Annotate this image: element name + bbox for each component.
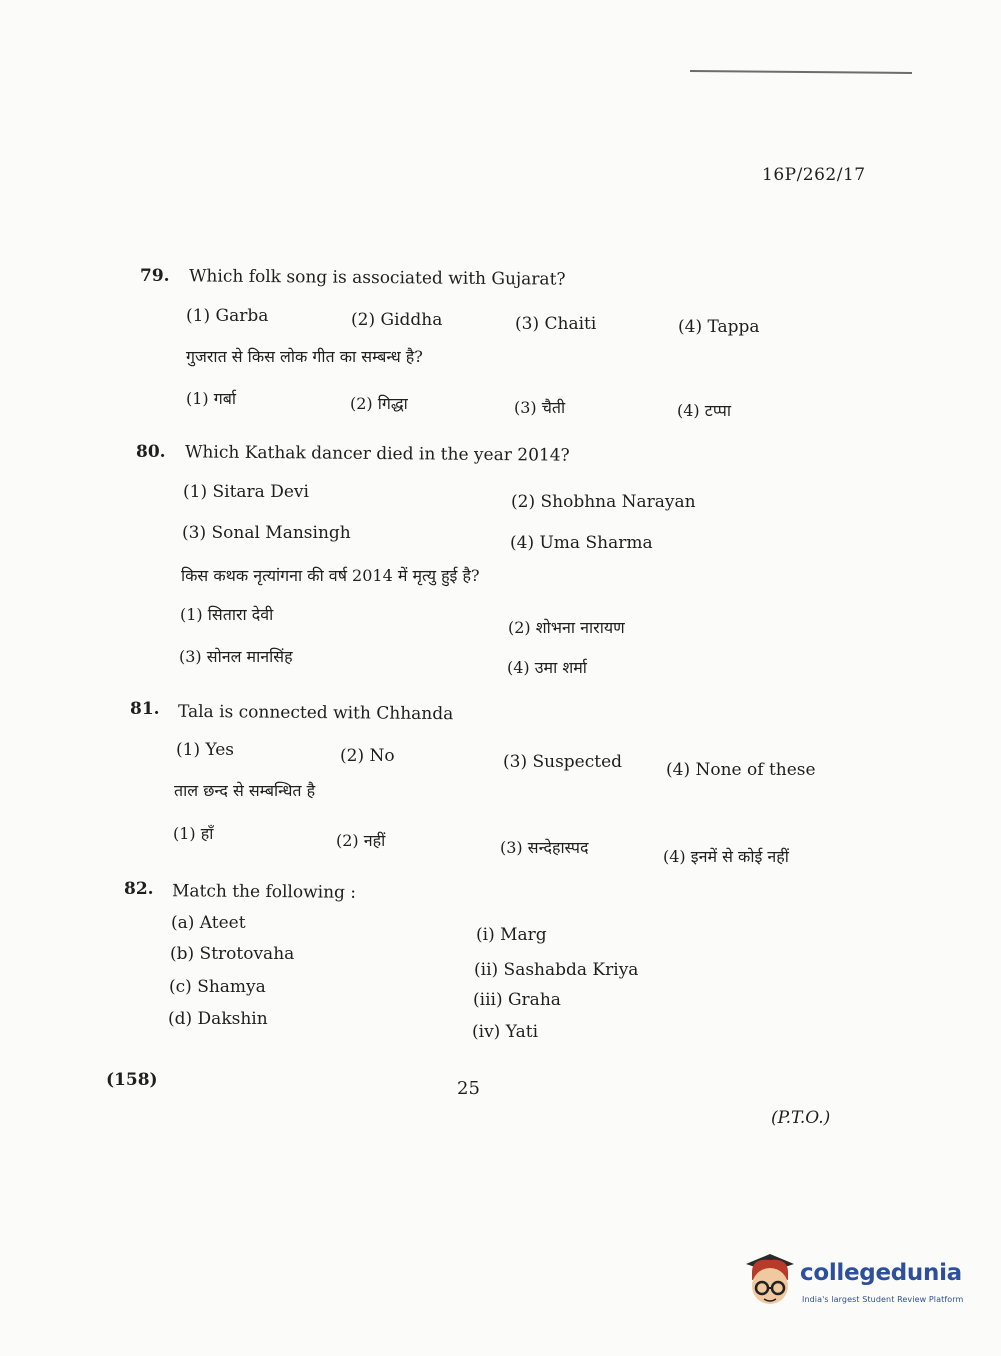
top-rule [690, 70, 912, 74]
pto-note: (P.T.O.) [771, 1108, 831, 1128]
match-right-iii: (iii) Graha [473, 990, 561, 1010]
match-right-iv: (iv) Yati [472, 1022, 539, 1042]
match-right-ii: (ii) Sashabda Kriya [474, 960, 639, 980]
option-hi-4: (4) उमा शर्मा [507, 658, 587, 677]
question-text-hi: गुजरात से किस लोक गीत का सम्बन्ध है? [186, 347, 423, 366]
question-text-hi: किस कथक नृत्यांगना की वर्ष 2014 में मृत्यु हुई है? [181, 566, 480, 585]
brand-tagline: India's largest Student Review Platform [802, 1295, 964, 1304]
question-number: 81. [130, 699, 160, 719]
brand-name: collegedunia [800, 1260, 962, 1286]
page-number: 25 [457, 1078, 480, 1099]
option-hi-1: (1) गर्बा [186, 389, 237, 408]
booklet-code: (158) [106, 1070, 158, 1090]
option-en-4: (4) Tappa [678, 317, 760, 337]
collegedunia-watermark [742, 1250, 972, 1312]
option-hi-2: (2) नहीं [336, 831, 386, 850]
mascot-icon [742, 1250, 798, 1312]
option-en-1: (1) Sitara Devi [183, 482, 309, 502]
option-hi-3: (3) चैती [514, 398, 566, 417]
option-en-3: (3) Chaiti [515, 314, 597, 334]
option-hi-1: (1) सितारा देवी [180, 605, 274, 624]
paper-code: 16P/262/17 [762, 165, 866, 185]
question-text-en: Which folk song is associated with Gujarat? [188, 266, 566, 290]
option-en-3: (3) Suspected [503, 752, 623, 772]
option-hi-3: (3) सन्देहास्पद [500, 838, 589, 857]
option-en-2: (2) Shobhna Narayan [511, 492, 696, 512]
option-hi-4: (4) इनमें से कोई नहीं [663, 847, 789, 866]
question-text-hi: ताल छन्द से सम्बन्धित है [174, 781, 316, 800]
question-text-en: Match the following : [171, 881, 357, 903]
match-left-b: (b) Strotovaha [170, 944, 295, 964]
question-text-en: Which Kathak dancer died in the year 2014? [184, 442, 570, 466]
question-number: 79. [140, 266, 170, 286]
option-en-2: (2) Giddha [351, 310, 443, 330]
match-right-i: (i) Marg [476, 925, 547, 945]
option-en-4: (4) None of these [666, 760, 816, 780]
match-left-c: (c) Shamya [169, 977, 266, 997]
option-en-2: (2) No [340, 746, 395, 766]
question-text-en: Tala is connected with Chhanda [177, 701, 454, 725]
match-left-d: (d) Dakshin [168, 1009, 268, 1029]
option-en-4: (4) Uma Sharma [510, 533, 653, 553]
option-hi-4: (4) टप्पा [677, 401, 731, 420]
option-en-1: (1) Garba [186, 306, 269, 326]
question-number: 82. [124, 879, 154, 899]
option-en-1: (1) Yes [176, 740, 235, 760]
option-hi-2: (2) शोभना नारायण [508, 618, 625, 637]
match-left-a: (a) Ateet [171, 913, 246, 933]
question-number: 80. [136, 442, 166, 462]
option-hi-3: (3) सोनल मानसिंह [179, 647, 293, 666]
option-hi-1: (1) हाँ [173, 824, 214, 843]
option-en-3: (3) Sonal Mansingh [182, 523, 351, 543]
option-hi-2: (2) गिद्धा [350, 394, 408, 413]
